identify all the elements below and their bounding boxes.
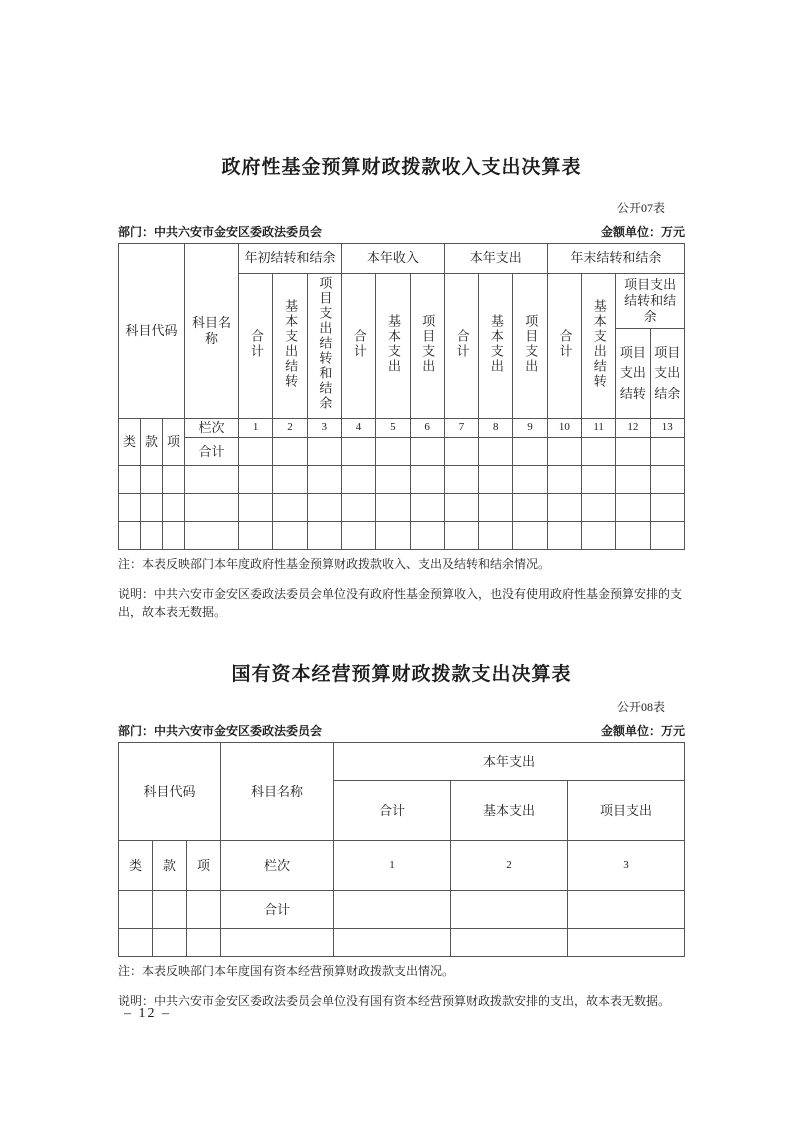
table1-explanation: 说明：中共六安市金安区委政法委员会单位没有政府性基金预算收入，也没有使用政府性基金预算安排的支出，故本表无数据。: [118, 587, 683, 620]
th-g4-project-surplus: [650, 329, 684, 419]
th2-project-expense: 项目支出: [567, 781, 684, 841]
empty-cell: [163, 494, 185, 522]
code-kuan-cell: 款: [141, 419, 163, 466]
empty-cell: [479, 494, 513, 522]
empty-cell: [341, 438, 375, 466]
code-xiang-cell: 项: [187, 841, 221, 891]
table2-amount-unit: 金额单位：万元: [600, 724, 685, 739]
empty-cell: [410, 438, 444, 466]
table1-column-index-row: [119, 419, 685, 438]
th-g1-total: [239, 274, 273, 419]
empty-cell: [341, 522, 375, 550]
empty-cell: [153, 891, 187, 929]
table1-total-row: [119, 438, 685, 466]
table2-meta-row: [118, 722, 685, 739]
empty-cell: [119, 891, 153, 929]
th-subject-code: 科目代码: [119, 244, 185, 419]
empty-cell: [187, 891, 221, 929]
table2-header-row-1: [119, 743, 685, 781]
th-g2-basic: [376, 274, 410, 419]
empty-cell: [273, 522, 307, 550]
column-number: 5: [376, 419, 410, 438]
code-kuan-cell: 款: [153, 841, 187, 891]
th-group-begin-balance: 年初结转和结余: [239, 244, 342, 274]
empty-cell: [153, 929, 187, 957]
empty-cell: [163, 466, 185, 494]
vertical-label: 基本支出: [386, 313, 401, 374]
empty-cell: [239, 466, 273, 494]
empty-cell: [581, 438, 615, 466]
empty-cell: [341, 494, 375, 522]
empty-cell: [119, 522, 141, 550]
empty-cell: [581, 466, 615, 494]
empty-cell: [307, 494, 341, 522]
lanci-label-cell: 栏次: [221, 841, 334, 891]
empty-cell: [479, 466, 513, 494]
table1-amount-unit: 金额单位：万元: [600, 225, 685, 239]
page-number: – 12 –: [124, 1006, 171, 1021]
empty-cell: [273, 494, 307, 522]
table1-title: 政府性基金预算财政拨款收入支出决算表: [221, 157, 582, 178]
code-lei-cell: 类: [119, 841, 153, 891]
th2-basic-expense: 基本支出: [451, 781, 568, 841]
vertical-label: 项目支出结转和结余: [317, 276, 333, 412]
empty-cell: [547, 494, 581, 522]
table2-total-row: [119, 891, 685, 929]
empty-cell: [273, 466, 307, 494]
empty-cell: [444, 494, 478, 522]
empty-cell: [239, 494, 273, 522]
empty-cell: [513, 494, 547, 522]
table1-empty-row: [119, 522, 685, 550]
th-g3-total: [444, 274, 478, 419]
empty-cell: [119, 494, 141, 522]
empty-cell: [567, 891, 684, 929]
table2-department: 部门：中共六安市金安区委政法委员会: [118, 724, 323, 739]
empty-cell: [376, 522, 410, 550]
vertical-label: 项目支出: [523, 313, 539, 374]
column-number: 2: [273, 419, 307, 438]
column-number: 4: [341, 419, 375, 438]
th-g1-project-carryover: [307, 274, 341, 419]
table2-column-index-row: [119, 841, 685, 891]
th-g4-basic-carryover: [581, 274, 615, 419]
empty-cell: [376, 438, 410, 466]
th2-group-year-expense: 本年支出: [334, 743, 685, 781]
th-g1-basic-carryover: [273, 274, 307, 419]
column-number: 2: [451, 841, 568, 891]
th-g2-total: [341, 274, 375, 419]
empty-cell: [513, 522, 547, 550]
empty-cell: [451, 929, 568, 957]
empty-cell: [376, 466, 410, 494]
column-number: 3: [307, 419, 341, 438]
empty-cell: [581, 494, 615, 522]
column-number: 11: [581, 419, 615, 438]
page-content: [118, 0, 685, 1022]
fund-budget-table: [118, 243, 685, 550]
column-number: 6: [410, 419, 444, 438]
wrapped-label: 项目支出结转: [619, 345, 646, 401]
empty-cell: [239, 438, 273, 466]
empty-cell: [567, 929, 684, 957]
vertical-label: 合计: [454, 328, 470, 359]
empty-cell: [410, 494, 444, 522]
empty-cell: [307, 522, 341, 550]
table1-department: 部门：中共六安市金安区委政法委员会: [118, 225, 323, 239]
table1-note: 注：本表反映部门本年度政府性基金预算财政拨款收入、支出及结转和结余情况。: [118, 557, 551, 572]
empty-cell: [410, 466, 444, 494]
th-g3-project: [513, 274, 547, 419]
th-g3-basic: [479, 274, 513, 419]
empty-cell: [444, 438, 478, 466]
empty-cell: [163, 522, 185, 550]
column-number: 13: [650, 419, 684, 438]
th-group-end-balance: 年末结转和结余: [547, 244, 684, 274]
empty-cell: [185, 494, 239, 522]
th-g4-project-carryforward: [616, 329, 650, 419]
empty-cell: [650, 438, 684, 466]
empty-cell: [547, 438, 581, 466]
empty-cell: [410, 522, 444, 550]
code-lei-cell: 类: [119, 419, 141, 466]
empty-cell: [547, 522, 581, 550]
th-g4-total: [547, 274, 581, 419]
empty-cell: [307, 438, 341, 466]
table1-header-row-1: [119, 244, 685, 274]
wrapped-label: 项目支出结余: [654, 345, 681, 401]
empty-cell: [616, 438, 650, 466]
column-number: 10: [547, 419, 581, 438]
column-number: 9: [513, 419, 547, 438]
table2-public-label: 公开08表: [616, 700, 665, 715]
column-number: 8: [479, 419, 513, 438]
column-number: 3: [567, 841, 684, 891]
empty-cell: [616, 522, 650, 550]
empty-cell: [444, 466, 478, 494]
empty-cell: [141, 522, 163, 550]
empty-cell: [479, 522, 513, 550]
column-number: 1: [239, 419, 273, 438]
empty-cell: [650, 522, 684, 550]
th-subject-name: 科目名称: [185, 244, 239, 419]
table2-title: 国有资本经营预算财政拨款支出决算表: [231, 664, 572, 686]
table2-note: 注：本表反映部门本年度国有资本经营预算财政拨款支出情况。: [118, 964, 455, 979]
empty-cell: [119, 466, 141, 494]
empty-cell: [341, 466, 375, 494]
empty-cell: [307, 466, 341, 494]
total-label-cell: 合计: [221, 891, 334, 929]
empty-cell: [141, 466, 163, 494]
empty-cell: [650, 466, 684, 494]
vertical-label: 基本支出结转: [591, 298, 607, 389]
th-g2-project: [410, 274, 444, 419]
total-label-cell: 合计: [185, 438, 239, 466]
vertical-label: 基本支出: [488, 313, 504, 374]
state-capital-table: [118, 742, 685, 957]
empty-cell: [239, 522, 273, 550]
table1-empty-row: [119, 466, 685, 494]
empty-cell: [141, 494, 163, 522]
table2-empty-row: [119, 929, 685, 957]
empty-cell: [451, 891, 568, 929]
empty-cell: [616, 494, 650, 522]
vertical-label: 基本支出结转: [283, 298, 299, 389]
empty-cell: [444, 522, 478, 550]
vertical-label: 合计: [248, 328, 264, 359]
column-number: 12: [616, 419, 650, 438]
empty-cell: [187, 929, 221, 957]
column-number: 1: [334, 841, 451, 891]
empty-cell: [581, 522, 615, 550]
empty-cell: [479, 438, 513, 466]
empty-cell: [513, 438, 547, 466]
empty-cell: [119, 929, 153, 957]
table1-empty-row: [119, 494, 685, 522]
th-group-year-expense: 本年支出: [444, 244, 547, 274]
table1-public-label: 公开07表: [616, 201, 665, 215]
empty-cell: [334, 891, 451, 929]
vertical-label: 合计: [557, 328, 573, 359]
empty-cell: [185, 522, 239, 550]
vertical-label: 项目支出: [420, 313, 436, 374]
empty-cell: [513, 466, 547, 494]
empty-cell: [334, 929, 451, 957]
th2-subject-code: 科目代码: [119, 743, 221, 841]
empty-cell: [547, 466, 581, 494]
th-g4-project-subgroup: 项目支出结转和结余: [616, 274, 685, 329]
empty-cell: [376, 494, 410, 522]
empty-cell: [616, 466, 650, 494]
code-xiang-cell: 项: [163, 419, 185, 466]
table1-meta-row: [118, 223, 685, 240]
th2-total: 合计: [334, 781, 451, 841]
lanci-label-cell: 栏次: [185, 419, 239, 438]
vertical-label: 合计: [351, 328, 367, 359]
empty-cell: [273, 438, 307, 466]
th-group-year-income: 本年收入: [341, 244, 444, 274]
empty-cell: [221, 929, 334, 957]
empty-cell: [185, 466, 239, 494]
table2-explanation: 说明：中共六安市金安区委政法委员会单位没有国有资本经营预算财政拨款安排的支出，故本表无数据。: [118, 994, 671, 1009]
th2-subject-name: 科目名称: [221, 743, 334, 841]
empty-cell: [650, 494, 684, 522]
column-number: 7: [444, 419, 478, 438]
